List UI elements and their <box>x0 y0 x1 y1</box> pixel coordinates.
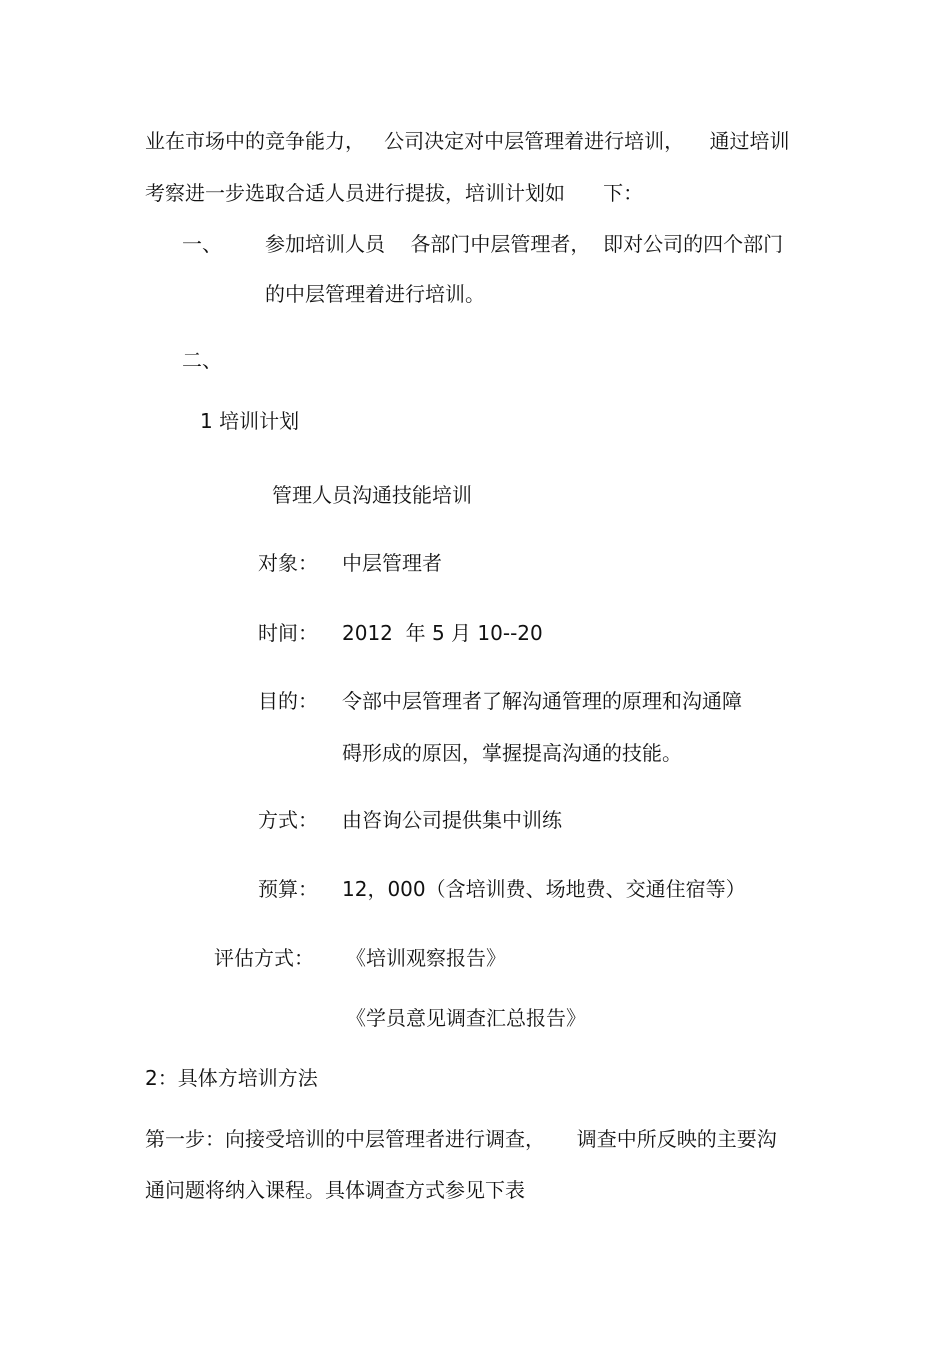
purpose-value-line-1: 令部中层管理者了解沟通管理的原理和沟通障 <box>342 689 742 713</box>
target-label: 对象： <box>258 551 318 575</box>
section-one-marker: 一、 <box>182 232 222 256</box>
method-label: 方式： <box>258 808 318 832</box>
method-value: 由咨询公司提供集中训练 <box>342 808 562 832</box>
time-value: 2012 年 5 月 10--20 <box>342 621 543 645</box>
purpose-label: 目的： <box>258 689 318 713</box>
methods-heading: 2：具体方培训方法 <box>145 1066 318 1090</box>
section-one-line-1: 参加培训人员 各部门中层管理者， 即对公司的四个部门 <box>265 232 784 256</box>
budget-value: 12，000（含培训费、场地费、交通住宿等） <box>342 877 746 901</box>
course-title: 管理人员沟通技能培训 <box>272 483 472 507</box>
step1-line-2: 通问题将纳入课程。具体调查方式参见下表 <box>145 1178 525 1202</box>
intro-line-1: 业在市场中的竞争能力， 公司决定对中层管理着进行培训， 通过培训 <box>145 129 790 153</box>
time-label: 时间： <box>258 621 318 645</box>
evaluation-value-line-2: 《学员意见调查汇总报告》 <box>346 1006 586 1030</box>
step1-line-1: 第一步：向接受培训的中层管理者进行调查， 调查中所反映的主要沟 <box>145 1127 777 1151</box>
intro-line-2: 考察进一步选取合适人员进行提拔，培训计划如 下： <box>145 181 644 205</box>
purpose-value-line-2: 碍形成的原因，掌握提高沟通的技能。 <box>342 741 682 765</box>
target-value: 中层管理者 <box>342 551 442 575</box>
plan-heading: 1 培训计划 <box>200 409 300 433</box>
section-two-marker: 二、 <box>182 348 222 372</box>
evaluation-label: 评估方式： <box>214 946 314 970</box>
section-one-line-2: 的中层管理着进行培训。 <box>265 282 485 306</box>
evaluation-value-line-1: 《培训观察报告》 <box>346 946 506 970</box>
budget-label: 预算： <box>258 877 318 901</box>
